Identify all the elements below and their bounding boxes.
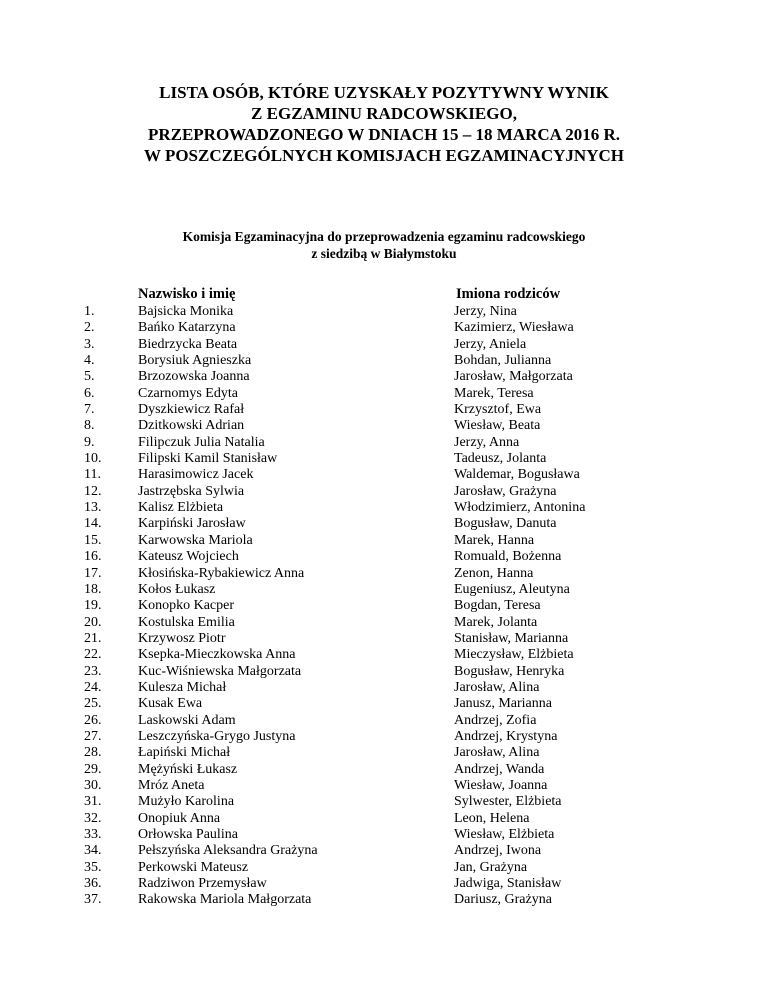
parents-names: Stanisław, Marianna (454, 630, 569, 646)
person-name: Leszczyńska-Grygo Justyna (138, 728, 296, 744)
list-item (0, 549, 768, 565)
list-item (0, 827, 768, 843)
parents-names: Romuald, Bożenna (454, 549, 562, 565)
row-number: 21. (84, 630, 102, 646)
person-name: Kulesza Michał (138, 679, 227, 695)
row-number: 1. (84, 304, 95, 319)
person-name: Konopko Kacper (138, 598, 235, 614)
list-item (0, 745, 768, 761)
row-number: 22. (84, 647, 102, 663)
person-name: Kateusz Wojciech (138, 549, 239, 565)
parents-names: Waldemar, Bogusława (454, 467, 580, 483)
parents-names: Jarosław, Alina (454, 745, 540, 761)
parents-names: Andrzej, Iwona (454, 843, 542, 859)
list-item (0, 337, 768, 353)
list-item (0, 533, 768, 549)
person-name: Kołos Łukasz (138, 581, 216, 597)
person-name: Jastrzębska Sylwia (138, 483, 245, 499)
row-number: 3. (84, 336, 95, 352)
parents-names: Jerzy, Anna (454, 434, 520, 450)
parents-names: Bogusław, Danuta (454, 516, 557, 532)
row-number: 27. (84, 728, 102, 744)
title-line: Z EGZAMINU RADCOWSKIEGO, (251, 104, 517, 123)
person-name: Harasimowicz Jacek (138, 467, 254, 483)
list-item (0, 516, 768, 532)
list-item (0, 467, 768, 483)
list-item (0, 402, 768, 418)
parents-names: Krzysztof, Ewa (454, 402, 542, 418)
parents-names: Jerzy, Nina (454, 304, 517, 319)
list-item (0, 860, 768, 876)
list-item (0, 615, 768, 631)
results-list (0, 304, 768, 909)
person-name: Borysiuk Agnieszka (138, 353, 252, 369)
title-line: PRZEPROWADZONEGO W DNIACH 15 – 18 MARCA 2016 R. (147, 125, 621, 144)
person-name: Łapiński Michał (138, 745, 231, 761)
row-number: 24. (84, 679, 102, 695)
person-name: Biedrzycka Beata (138, 336, 238, 352)
parents-names: Jarosław, Małgorzata (454, 369, 573, 385)
list-item (0, 664, 768, 680)
list-item (0, 647, 768, 663)
person-name: Karpiński Jarosław (138, 516, 246, 532)
list-item (0, 778, 768, 794)
commission-heading (0, 228, 768, 262)
row-number: 20. (84, 614, 102, 630)
parents-names: Bogdan, Teresa (454, 598, 541, 614)
list-item (0, 353, 768, 369)
column-header-parents: Imiona rodziców (456, 286, 561, 302)
row-number: 11. (84, 467, 101, 483)
parents-names: Eugeniusz, Aleutyna (454, 581, 570, 597)
parents-names: Leon, Helena (454, 810, 530, 826)
list-item (0, 794, 768, 810)
row-number: 35. (84, 859, 102, 875)
parents-names: Kazimierz, Wiesława (454, 320, 574, 336)
parents-names: Wiesław, Joanna (454, 777, 548, 793)
person-name: Bańko Katarzyna (138, 320, 236, 336)
list-item (0, 451, 768, 467)
document-title (0, 82, 768, 166)
parents-names: Jan, Grażyna (454, 859, 528, 875)
row-number: 14. (84, 516, 102, 532)
row-number: 4. (84, 353, 95, 369)
row-number: 10. (84, 451, 102, 467)
row-number: 25. (84, 696, 102, 712)
row-number: 5. (84, 369, 95, 385)
list-item (0, 811, 768, 827)
person-name: Dzitkowski Adrian (138, 418, 245, 434)
row-number: 19. (84, 598, 102, 614)
row-number: 29. (84, 761, 102, 777)
parents-names: Bohdan, Julianna (454, 353, 552, 369)
parents-names: Andrzej, Zofia (454, 712, 537, 728)
person-name: Czarnomys Edyta (138, 385, 238, 401)
row-number: 31. (84, 794, 102, 810)
parents-names: Jerzy, Aniela (454, 336, 527, 352)
person-name: Krzywosz Piotr (138, 630, 226, 646)
parents-names: Jarosław, Grażyna (454, 483, 557, 499)
row-number: 18. (84, 581, 102, 597)
commission-line: Komisja Egzaminacyjna do przeprowadzenia egzaminu radcowskiego (182, 229, 586, 244)
list-item (0, 876, 768, 892)
row-number: 16. (84, 549, 102, 565)
parents-names: Marek, Teresa (454, 385, 534, 401)
parents-names: Dariusz, Grażyna (454, 892, 552, 908)
list-item (0, 713, 768, 729)
list-item (0, 566, 768, 582)
list-item (0, 484, 768, 500)
parents-names: Jadwiga, Stanisław (454, 876, 562, 892)
person-name: Filipski Kamil Stanisław (138, 451, 278, 467)
person-name: Mężyński Łukasz (138, 761, 238, 777)
person-name: Kusak Ewa (138, 696, 203, 712)
person-name: Mróz Aneta (138, 777, 205, 793)
list-item (0, 598, 768, 614)
row-number: 32. (84, 810, 102, 826)
list-item (0, 696, 768, 712)
list-item (0, 369, 768, 385)
list-item (0, 418, 768, 434)
person-name: Pełszyńska Aleksandra Grażyna (138, 843, 318, 859)
person-name: Kłosińska-Rybakiewicz Anna (138, 565, 305, 581)
list-item (0, 680, 768, 696)
parents-names: Wiesław, Elżbieta (454, 827, 555, 842)
person-name: Bajsicka Monika (138, 304, 234, 319)
parents-names: Marek, Hanna (454, 532, 535, 548)
person-name: Onopiuk Anna (138, 810, 221, 826)
person-name: Orłowska Paulina (138, 827, 238, 842)
list-item (0, 304, 768, 320)
row-number: 34. (84, 843, 102, 859)
list-item (0, 320, 768, 336)
parents-names: Włodzimierz, Antonina (454, 500, 586, 516)
person-name: Filipczuk Julia Natalia (138, 434, 265, 450)
column-header-name: Nazwisko i imię (138, 286, 236, 302)
row-number: 9. (84, 434, 95, 450)
parents-names: Tadeusz, Jolanta (454, 451, 547, 467)
person-name: Dyszkiewicz Rafał (138, 402, 245, 418)
row-number: 17. (84, 565, 102, 581)
person-name: Mużyło Karolina (138, 794, 235, 810)
person-name: Laskowski Adam (138, 712, 236, 728)
list-item (0, 582, 768, 598)
row-number: 33. (84, 827, 102, 842)
row-number: 15. (84, 532, 102, 548)
parents-names: Wiesław, Beata (454, 418, 541, 434)
parents-names: Janusz, Marianna (454, 696, 552, 712)
list-item (0, 386, 768, 402)
title-line: LISTA OSÓB, KTÓRE UZYSKAŁY POZYTYWNY WYNIK (159, 83, 609, 102)
row-number: 36. (84, 876, 102, 892)
title-line: W POSZCZEGÓLNYCH KOMISJACH EGZAMINACYJNYCH (144, 146, 624, 165)
row-number: 37. (84, 892, 102, 908)
row-number: 7. (84, 402, 95, 418)
parents-names: Mieczysław, Elżbieta (454, 647, 574, 663)
person-name: Kalisz Elżbieta (138, 500, 224, 516)
list-item (0, 435, 768, 451)
row-number: 2. (84, 320, 95, 336)
person-name: Karwowska Mariola (138, 532, 253, 548)
parents-names: Andrzej, Wanda (454, 761, 545, 777)
row-number: 12. (84, 483, 102, 499)
row-number: 26. (84, 712, 102, 728)
parents-names: Andrzej, Krystyna (454, 728, 558, 744)
parents-names: Marek, Jolanta (454, 614, 538, 630)
list-item (0, 500, 768, 516)
row-number: 28. (84, 745, 102, 761)
commission-line: z siedzibą w Białymstoku (311, 246, 457, 261)
parents-names: Bogusław, Henryka (454, 663, 565, 679)
list-item (0, 631, 768, 647)
parents-names: Sylwester, Elżbieta (454, 794, 562, 810)
row-number: 30. (84, 777, 102, 793)
person-name: Radziwon Przemysław (138, 876, 267, 892)
row-number: 13. (84, 500, 102, 516)
person-name: Perkowski Mateusz (138, 859, 249, 875)
person-name: Kuc-Wiśniewska Małgorzata (138, 663, 302, 679)
person-name: Brzozowska Joanna (138, 369, 250, 385)
parents-names: Jarosław, Alina (454, 679, 540, 695)
person-name: Rakowska Mariola Małgorzata (138, 892, 312, 908)
row-number: 6. (84, 385, 95, 401)
parents-names: Zenon, Hanna (454, 565, 534, 581)
list-item (0, 843, 768, 859)
row-number: 8. (84, 418, 95, 434)
list-item (0, 762, 768, 778)
person-name: Ksepka-Mieczkowska Anna (138, 647, 296, 663)
person-name: Kostulska Emilia (138, 614, 235, 630)
row-number: 23. (84, 663, 102, 679)
list-item (0, 892, 768, 908)
list-item (0, 729, 768, 745)
